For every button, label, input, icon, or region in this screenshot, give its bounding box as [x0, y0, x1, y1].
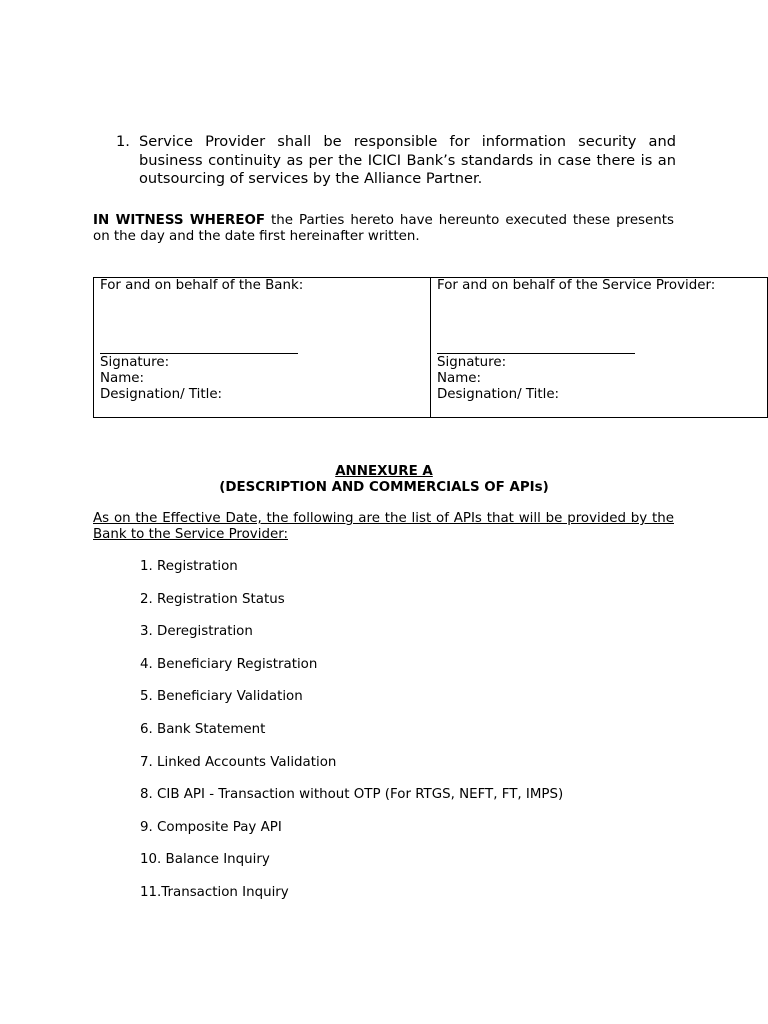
bank-name-label: Name: [100, 370, 145, 386]
api-list-item: 4. Beneficiary Registration [140, 656, 318, 672]
security-clause [116, 133, 676, 189]
witness-paragraph [93, 213, 674, 245]
provider-signature-line [437, 353, 635, 354]
api-list-item: 7. Linked Accounts Validation [140, 754, 337, 770]
witness-text: the Parties hereto have hereunto executed these presents on the day and the date first hereinafter written. [93, 213, 674, 244]
signature-table [93, 277, 768, 418]
bank-signature-cell [94, 278, 431, 418]
api-list-item: 3. Deregistration [140, 624, 253, 640]
api-list-item: 11.Transaction Inquiry [140, 884, 289, 900]
api-list-item: 8. CIB API - Transaction without OTP (For RTGS, NEFT, FT, IMPS) [140, 787, 564, 803]
api-list-item: 5. Beneficiary Validation [140, 689, 303, 705]
api-list-item: 2. Registration Status [140, 591, 285, 607]
clause-number: 1. [116, 133, 130, 150]
bank-signature-line [100, 353, 298, 354]
api-list-item: 10. Balance Inquiry [140, 852, 270, 868]
provider-designation-label: Designation/ Title: [437, 386, 560, 402]
bank-designation-label: Designation/ Title: [100, 386, 223, 402]
bank-signature-label: Signature: [100, 355, 170, 370]
api-list-item: 9. Composite Pay API [140, 819, 282, 835]
provider-name-label: Name: [437, 370, 482, 386]
api-list-item: 6. Bank Statement [140, 721, 266, 737]
api-list [140, 559, 563, 918]
provider-heading: For and on behalf of the Service Provider: [437, 278, 716, 293]
annexure-title: ANNEXURE A [335, 464, 433, 479]
annexure-subtitle: (DESCRIPTION AND COMMERCIALS OF APIs) [219, 479, 549, 495]
annexure-heading [0, 464, 768, 496]
api-list-item: 1. Registration [140, 559, 238, 574]
annexure-intro: As on the Effective Date, the following are the list of APIs that will be provided by the Bank to the Service Provider: [93, 511, 674, 542]
clause-text: Service Provider shall be responsible for information security and business continuity as per the ICICI Bank’s standards in case there is an outsourcing of services by the Alliance Partner. [139, 133, 676, 187]
provider-signature-cell [431, 278, 768, 418]
provider-signature-label: Signature: [437, 355, 507, 370]
bank-heading: For and on behalf of the Bank: [100, 278, 304, 293]
witness-bold-lead: IN WITNESS WHEREOF [93, 213, 266, 228]
